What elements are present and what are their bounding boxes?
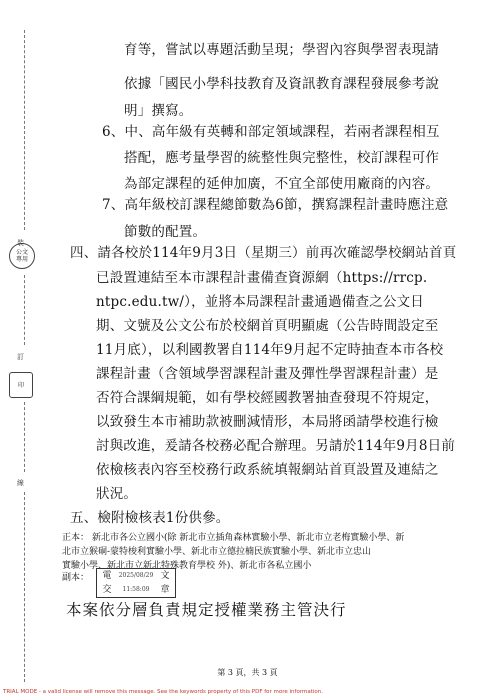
body-line-12: 期、文號及公文公布於校網首頁明顯處（公告時間設定至 [96, 318, 439, 334]
binding-dash-lower [24, 402, 26, 472]
body-line-8: 節數的配置。 [124, 224, 207, 240]
official-seal-top: 公文 專用 [9, 243, 35, 269]
body-line-11: ntpc.edu.tw/），並將本局課程計畫通過備查之公文日 [96, 294, 425, 310]
stamp-char-tr: 文 [160, 571, 170, 581]
body-line-18: 依檢核表內容至校務行政系統填報網站首頁設置及連結之 [96, 462, 439, 478]
trial-mode-notice: TRIAL MODE - a valid license will remove this message. See the keywords property of this PDF for more information. [3, 689, 324, 695]
body-line-13: 11月底），以利國教署自114年9月起不定時抽查本市各校 [96, 342, 444, 358]
binding-dash-top [24, 30, 26, 230]
body-line-3: 明」撰寫。 [124, 103, 193, 119]
body-line-19: 狀況。 [96, 486, 138, 502]
body-line-10: 已設置連結至本市課程計畫備查資源網（https://rrcp. [96, 270, 428, 286]
binding-char-zhuang: 裝 [17, 239, 24, 247]
decision-statement: 本案依分層負責規定授權業務主管決行 [66, 601, 347, 619]
binding-dash-bottom [24, 492, 26, 682]
zhengben-line-3: 實驗小學、新北市立新北特殊教育學校 外)、新北市各私立國小 [62, 561, 312, 571]
body-line-1: 育等，嘗試以專題活動呈現；學習內容與學習表現請 [124, 42, 440, 58]
body-line-4: 6、中、高年級有英轉和部定領域課程，若兩者課程相互 [102, 124, 440, 140]
body-line-6: 為部定課程的延伸加廣，不宜全部使用廠商的內容。 [124, 176, 440, 192]
zhengben-line-1: 新北市各公立國小(除 新北市立插角森林實驗小學、新北市立老梅實驗小學、新 [92, 533, 405, 543]
zhengben-label: 正本： [62, 533, 90, 543]
body-line-16: 以致發生本市補助款被刪減情形，本局將函請學校進行檢 [96, 414, 439, 430]
body-line-5: 搭配，應考量學習的統整性與完整性，校訂課程可作 [124, 150, 440, 166]
stamp-char-bl: 交 [102, 585, 112, 595]
binding-dash-mid [24, 275, 26, 345]
stamp-time: 11:58:09 [122, 586, 150, 593]
binding-char-ding: 訂 [17, 353, 24, 361]
stamp-char-tl: 電 [102, 571, 112, 581]
body-line-15: 否符合課綱規範，如有學校經國教署抽查發現不符規定， [96, 390, 439, 406]
binding-margin [6, 0, 42, 700]
fuben-label: 副本： [62, 573, 90, 583]
body-line-17: 討與改進，爰請各校務必配合辦理。另請於114年9月8日前 [96, 438, 456, 454]
electronic-exchange-stamp [96, 568, 176, 598]
stamp-date: 2025/08/29 [118, 572, 154, 579]
stamp-char-br: 章 [160, 585, 170, 595]
body-line-20: 五、檢附檢核表1份供參。 [70, 510, 230, 526]
binding-char-xian: 線 [17, 479, 24, 487]
body-line-9: 四、請各校於114年9月3日（星期三）前再次確認學校網站首頁 [70, 245, 457, 261]
official-seal-bottom: 印 [9, 372, 33, 398]
body-line-14: 課程計畫（含領域學習課程計畫及彈性學習課程計畫）是 [96, 366, 439, 382]
zhengben-line-2: 北市立猴硐-蒙特梭利實驗小學、新北市立德拉楠民族實驗小學、新北市立忠山 [62, 547, 372, 557]
page-number: 第 3 頁，共 3 頁 [217, 668, 278, 677]
body-line-7: 7、高年級校訂課程總節數為6節，撰寫課程計畫時應注意 [102, 197, 449, 213]
body-line-2: 依據「國民小學科技教育及資訊教育課程發展參考說 [124, 76, 440, 92]
